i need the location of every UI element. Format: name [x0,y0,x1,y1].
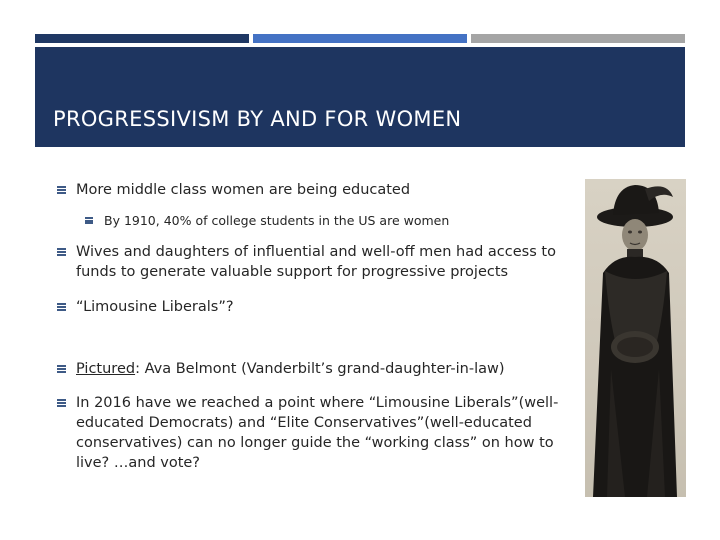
bullet-text: More middle class women are being educated [76,182,411,198]
pictured-label: Pictured [76,361,136,377]
bullet-line: In 2016 have we reached a point where “Limousine Liberals”(well- [76,395,559,411]
bullet-text [76,393,558,473]
bullet-line: Wives and daughters of influential and well-off men had access to [76,244,556,260]
bullet-icon [57,248,66,256]
bullet-line: live? …and vote? [76,455,201,471]
pictured-caption: : Ava Belmont (Vanderbilt’s grand-daughter-in-law) [135,361,505,377]
bullet-icon [57,303,66,311]
slide-title: PROGRESSIVISM BY AND FOR WOMEN [53,107,462,131]
bullet-line: conservatives) can no longer guide the “working class” on how to [76,435,554,451]
bullet-icon [57,365,66,373]
bullet-icon [57,399,66,407]
bullet-line: funds to generate valuable support for progressive projects [76,264,509,280]
sub-bullet-text: By 1910, 40% of college students in the US are women [104,213,450,228]
bullet-text [76,359,505,379]
bullet-line: educated Democrats) and “Elite Conservatives”(well-educated [76,415,532,431]
sub-bullet-icon [85,217,93,224]
portrait-photo-icon [585,179,686,497]
bullet-text [76,242,556,282]
bullet-text: “Limousine Liberals”? [76,299,234,315]
bullet-icon [57,186,66,194]
